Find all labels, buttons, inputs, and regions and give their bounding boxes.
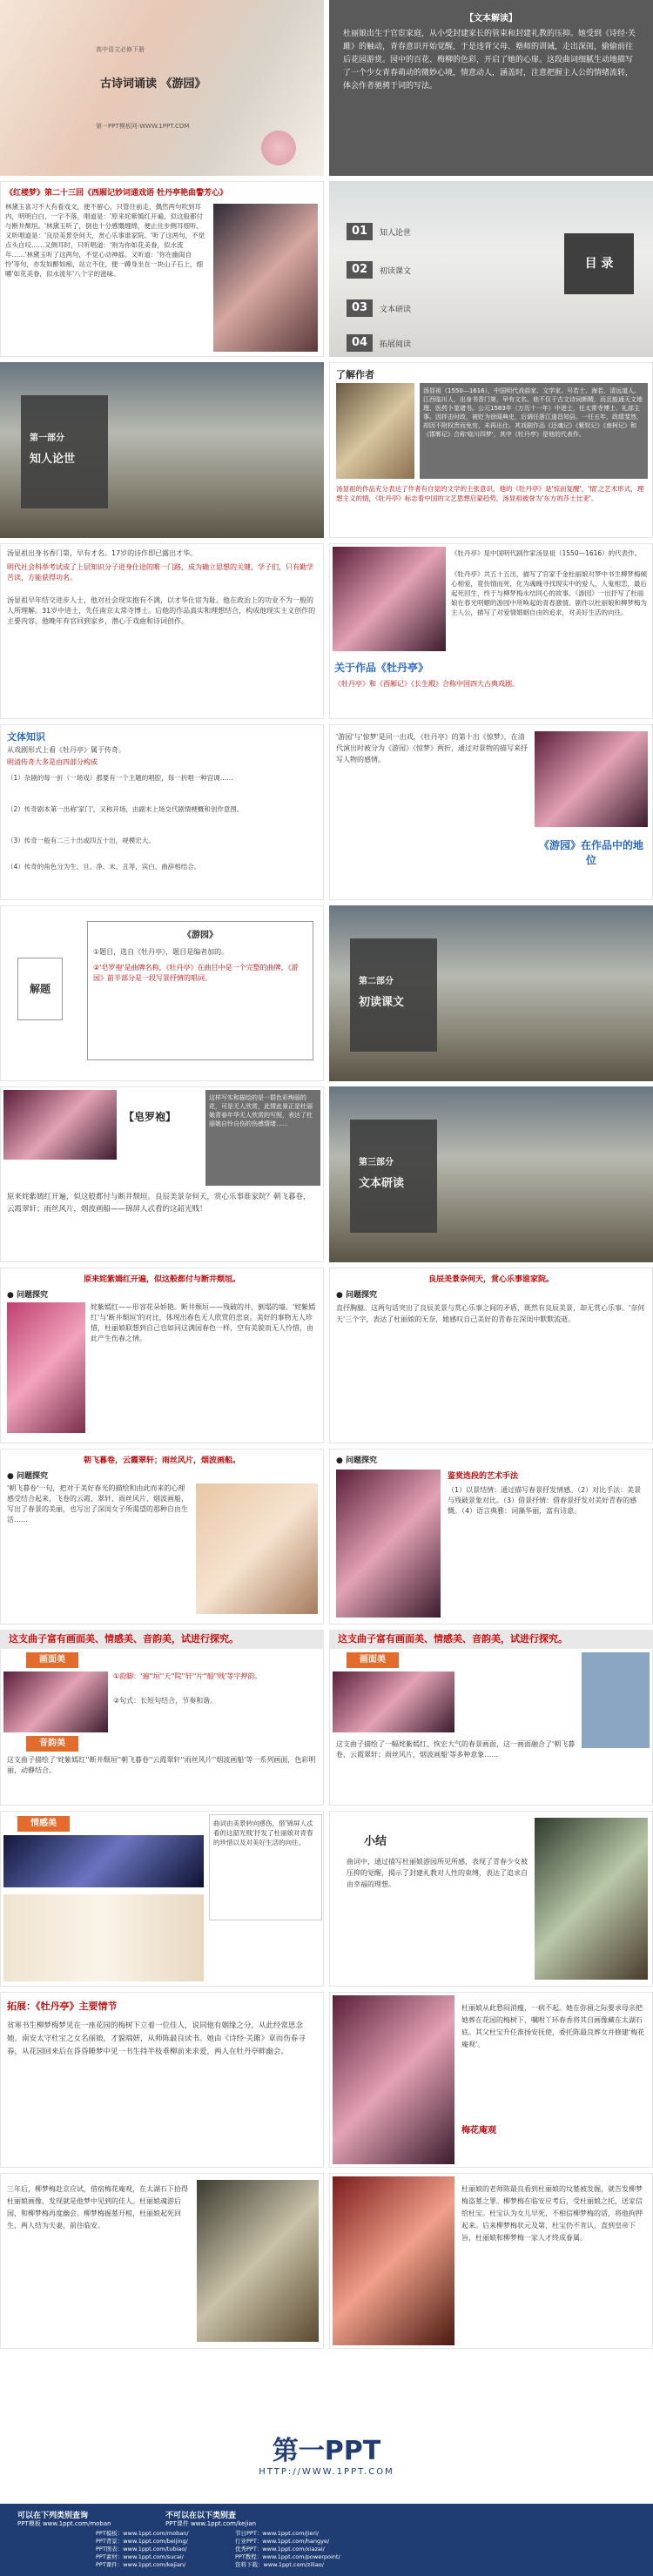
era-body1: 汤显祖出身书香门第，早有才名。17岁的诗作即已露出才华。 (7, 549, 198, 557)
wenti-heading: 文体知识 (7, 731, 45, 743)
plot2-stage-image (333, 1995, 454, 2164)
plot3-slide (0, 2173, 324, 2349)
jieti-label: 解题 (17, 958, 63, 1020)
footer-link[interactable]: PPT教程：www.1ppt.com/powerpoint/ (235, 2553, 340, 2560)
footer-link[interactable]: 行业PPT：www.1ppt.com/hangye/ (235, 2538, 330, 2545)
plot3-image (197, 2180, 319, 2342)
toc-label-1: 知人论世 (380, 228, 412, 238)
pavilion-stage-image (333, 547, 446, 651)
era-body2: 明代社会科举考试成了上层知识分子进身仕途的唯一门路，成为确立思想的关键，学子们，只有勤学苦读，方能获得功名。 (7, 563, 313, 582)
part3-box (350, 1120, 437, 1233)
footer-links-bar (0, 2504, 653, 2576)
huamian2-banner: 这支曲子富有画面美、情感美、音韵美，试进行探究。 (329, 1630, 653, 1649)
cover-title: 古诗词诵读 《游园》 (100, 77, 206, 91)
yinyun-item2: ②句式：长短句结合，节奏和谐。 (113, 1697, 218, 1705)
footer-link[interactable]: PPT素材：www.1ppt.com/sucai/ (96, 2553, 184, 2560)
huamian2-tag: 画面美 (347, 1652, 399, 1668)
wenti2-slide (329, 724, 653, 900)
q3-slide (0, 1449, 324, 1624)
reading-heading: 【文本解读】 (465, 14, 517, 24)
footer-link[interactable]: PPT背景：www.1ppt.com/beijing/ (96, 2538, 188, 2545)
qinggan-scroll (3, 1894, 204, 1981)
part2-slide (329, 905, 653, 1081)
extend-body: 贫寒书生柳梦梅梦见在一座花园的梅树下立着一位佳人，说同他有姻缘之分，从此经常思念她。南安太守杜宝之女名丽娘，才貌端妍，从师陈最良读书。她由《诗经·关雎》章而伤春寻春，从花园回来后在昏昏睡梦中见一书生持半枝垂柳前来求爱，两人在牡丹亭畔幽会。 (7, 2021, 306, 2056)
cover-subtitle: 高中语文必修下册 (96, 46, 145, 53)
q2-head: 良辰美景奈何天，赏心乐事谁家院。 (427, 1275, 554, 1284)
plot2-slide (329, 1992, 653, 2168)
wenti-slide (0, 724, 324, 900)
q4-title: ● 问题探究 (336, 1456, 377, 1465)
summary-image (535, 1818, 648, 1980)
toc-item-2[interactable] (347, 261, 460, 279)
footer-link[interactable]: 资料下载：www.1ppt.com/ziliao/ (235, 2561, 324, 2568)
plot3-body: 三年后，柳梦梅赴京应试，借宿梅花庵观，在太湖石下拾得杜丽娘画像，发现就是他梦中见到的佳人。杜丽娘魂游后园，和柳梦梅再度幽会。柳梦梅掘墓开棺，杜丽娘起死回生，两人结为夫妻，前往临安。 (7, 2185, 188, 2230)
q3-painting (196, 1483, 318, 1614)
part3-tag: 第三部分 (359, 1158, 394, 1167)
qinggan-text: 曲词由美景转向感伤，借'锦屏人忒看的这韶光贱'抒发了杜丽娘对青春的珍惜以及对美好生活的向往。 (213, 1819, 313, 1846)
qinggan-side-box (209, 1814, 322, 1920)
q4-head: 鉴赏选段的艺术手法 (448, 1472, 519, 1481)
wenti-p1: 从戏剧形式上看《牡丹亭》属于传奇。 (7, 746, 125, 754)
hongloumeng-slide (0, 181, 324, 357)
pavilion-about-desc: 《牡丹亭》和《西厢记》《长生殿》合称中国四大古典戏剧。 (334, 680, 519, 688)
toc-num-3: 03 (347, 299, 373, 317)
footer-col1-title: 可以在下列类别查询 (17, 2512, 89, 2520)
plot2-highlight: 梅花庵观 (461, 2126, 496, 2135)
part3-slide (329, 1086, 653, 1262)
footer-logo-url[interactable]: HTTP://WWW.1PPT.COM (259, 2467, 394, 2477)
extend-heading: 拓展：《牡丹亭》主要情节 (7, 2001, 118, 2012)
wenti-p3: （1）杂剧的每一折（一场戏）都要有一个主题的唱腔，每一折唱一种宫调…… (7, 774, 233, 782)
footer-link[interactable]: 节日PPT：www.1ppt.com/jieri/ (235, 2530, 320, 2537)
huamian-tag: 画面美 (26, 1652, 78, 1668)
zaoluopao-note-box (205, 1090, 320, 1186)
q1-body: 姹紫嫣红——形容花朵娇艳。断井颓垣——残破的井，倒塌的墙。'姹紫嫣红'与'断井颓垣'的对比，体现出春色无人欣赏的悲哀。美好的事物无人珍惜，杜丽娘联想到自己也如同这满园春色一样，空有美貌而无人怜惜，由此产生伤春之情。 (91, 1303, 316, 1342)
plot2-body: 杜丽娘从此愁闷消瘦，一病不起。她在弥留之际要求母亲把她葬在花园的梅树下，嘱咐丫环春香将其自画像藏在太湖石底。其父杜宝升任淮扬安抚使，委托陈最良葬女并修建'梅花庵观'。 (461, 2004, 645, 2048)
huamian2-text: 这支曲子描绘了一幅姹紫嫣红、恢宏大气的春景画面，这一画面融合了'朝飞暮卷，云霞翠轩；雨丝风片，烟波画船'等多种意象…… (336, 1740, 576, 1759)
huamian2-slide (329, 1630, 653, 1806)
author-body-box (420, 383, 648, 479)
huamian2-side-note (582, 1652, 650, 1748)
toc-num-1: 01 (347, 223, 373, 240)
yinyun-stage-image (3, 1671, 108, 1732)
footer-links1 (96, 2530, 189, 2569)
q1-head: 原来姹紫嫣红开遍，似这般都付与断井颓垣。 (83, 1275, 240, 1284)
wenti2-stage-image (535, 731, 648, 827)
zaoluopao-slide (0, 1086, 324, 1262)
plot4-body: 杜丽娘的老师陈最良看到杜丽娘的坟墓被发掘，就告发柳梦梅盗墓之罪。柳梦梅在临安应考后，受杜丽娘之托，送家信给杜宝。杜宝认为女儿早死，不相信柳梦梅的话，将他拘押起来。后来柳梦梅状元及第，杜宝仍不肯认，直到皇帝下旨，杜丽娘和柳梦梅一家人才终成眷属。 (461, 2185, 643, 2242)
part3-title: 文本研读 (359, 1177, 405, 1190)
q1-slide (0, 1268, 324, 1443)
author-body: 汤显祖（1550—1616），中国明代戏曲家、文学家。号若士、海若、清远道人。江西临川人，出身书香门第，早有文名。他不仅于古文诗词颇精，而且能通天文地理、医药卜筮诸书。公元1583年（万历十一年）中进士，任太常寺博士、礼部主事。因抨击时政，被贬为徐闻典史，后调任浙江遂昌知县。一任五年，政绩斐然，却因不附权贵而免官，未再出仕。其戏剧作品《还魂记》《紫钗记》《南柯记》和《邯郸记》合称'临川四梦'，其中《牡丹亭》是他的代表作。 (423, 387, 643, 438)
q3-head: 朝飞暮卷，云霞翠轩；雨丝风片，烟波画船。 (83, 1456, 240, 1465)
part1-box (21, 395, 108, 508)
summary-body: 曲词中，通过描写杜丽娘游园所见所感，表现了青春少女被压抑的觉醒，揭示了封建礼教对人性的束缚，表达了追求自由幸福的理想。 (347, 1858, 528, 1888)
footer-link[interactable]: PPT课件：www.1ppt.com/kejian/ (96, 2561, 186, 2568)
part2-box (350, 938, 437, 1052)
toc-label-2: 初读课文 (380, 266, 412, 276)
wenti-p2: 明清传奇大多是由四部分构成 (7, 758, 98, 766)
toc-item-1[interactable] (347, 223, 460, 240)
summary-slide (329, 1811, 653, 1987)
cover-slide (0, 0, 324, 176)
footer-col1-sub: PPT模板 www.1ppt.com/moban (17, 2520, 111, 2527)
reading-slide (329, 0, 653, 176)
part2-tag: 第二部分 (359, 977, 394, 986)
jieti-box (87, 921, 313, 1060)
toc-label-3: 文本研读 (380, 305, 412, 314)
yinyun-banner: 这支曲子富有画面美、情感美、音韵美，试进行探究。 (0, 1630, 324, 1649)
qinggan-stage-image (3, 1835, 204, 1887)
plot4-slide (329, 2173, 653, 2349)
author-portrait (336, 383, 414, 479)
part2-title: 初读课文 (359, 996, 405, 1009)
extend-slide (0, 1992, 324, 2168)
yinyun-tag: 音韵美 (26, 1736, 78, 1752)
q4-body: （1）以景结情：通过描写春景抒发情感。（2）对比手法：美景与残破景象对比。（3）借景抒情：借春景抒发对美好青春的感慨。（4）语言典雅：词藻华丽，富有诗意。 (448, 1486, 642, 1515)
author-heading: 了解作者 (336, 369, 374, 380)
hongloumeng-image (213, 204, 318, 352)
pavilion-intro: 《牡丹亭》是中国明代剧作家汤显祖（1550—1616）的代表作。 (451, 549, 642, 557)
zaoluopao-title: 【皂罗袍】 (124, 1111, 177, 1123)
q2-slide (329, 1268, 653, 1443)
pavilion-about: 关于作品《牡丹亭》 (334, 662, 429, 674)
footer-link[interactable]: PPT图表：www.1ppt.com/tubiao/ (96, 2546, 187, 2552)
part1-slide (0, 362, 324, 538)
jieti-box-title: 《游园》 (183, 931, 218, 940)
jieti-slide (0, 905, 324, 1081)
q1-title: ● 问题探究 (7, 1291, 48, 1300)
q2-title: ● 问题探究 (336, 1291, 377, 1300)
q2-body: 直抒胸臆。这两句话突出了良辰美景与赏心乐事之间的矛盾，既然有良辰美景，却无赏心乐事。'奈何天'三个字，表达了杜丽娘的无奈，她感叹自己美好的青春在深闺中默默流逝。 (336, 1304, 645, 1323)
q4-stage-image (336, 1470, 441, 1618)
footer-logo[interactable]: 第一PPT (272, 2436, 381, 2466)
yinyun-slide (0, 1630, 324, 1806)
toc-title: 目 录 (564, 233, 634, 294)
reading-box (329, 0, 653, 176)
wenti2-tag: 《游园》在作品中的地位 (538, 839, 643, 866)
pavilion-body: 《牡丹亭》共五十五出，描写了官家千金杜丽娘对梦中书生柳梦梅倾心相爱，竟伤情而死，化为魂魄寻找现实中的爱人，人鬼相恋，最后起死回生，终于与柳梦梅永结同心的故事。《游园》一出抒写了杜丽娘在春光明媚的游园中所唤起的青春激情。剧作以杜丽娘和柳梦梅为主人公，描写了对爱情婚姻自由的追求，对美好生活的向往。 (451, 570, 647, 616)
plot4-stage-image (333, 2176, 454, 2345)
wenti-p4: （2）传奇剧本第一出称'家门'，又称开场，由副末上场交代剧情梗概和创作意图。 (7, 805, 244, 813)
footer-col2-title: 不可以在以下类别查 (165, 2512, 237, 2520)
huamian2-stage-image (333, 1671, 454, 1732)
zaoluopao-stage-image (3, 1090, 117, 1160)
toc-item-3[interactable] (347, 299, 460, 317)
q3-title: ● 问题探究 (7, 1472, 48, 1481)
toc-label-4: 拓展阅读 (380, 340, 412, 349)
wenti-p5: （3）传奇一般有二三十出或四五十出，规模宏大。 (7, 837, 155, 844)
author-slide (329, 362, 653, 538)
footer-link[interactable]: 优秀PPT：www.1ppt.com/xiazai/ (235, 2546, 325, 2552)
footer-col2-sub: PPT课件 www.1ppt.com/kejian (165, 2520, 257, 2527)
author-quote: 汤显祖的作品充分表达了作者有自觉的文学的主张意识，他的《牡丹亭》是'惊而复醒'，'情'之艺术形式，理想主义的情，《牡丹亭》标志着中国的文艺思想启蒙趋势，汤显祖被誉为'东方的莎士比亚'。 (336, 485, 644, 502)
yinyun-item1: ①韵脚：'遍''垣''天''院''轩''片''船''贱'等字押韵。 (113, 1672, 262, 1680)
hongloumeng-title: 《红楼梦》第二十三回《西厢记妙词通戏语 牡丹亭艳曲警芳心》 (5, 189, 228, 198)
hongloumeng-body: 林黛玉喜习不大有看戏文，便不留心，只管往前走，偶然两句吹到耳内，明明白白，一字不落，唱道是：'原来姹紫嫣红开遍，似这般都付与断井颓垣。'林黛玉听了，倒也十分感慨缠绵，便止住步侧耳细听，又听唱道是：'良辰美景奈何天，赏心乐事谁家院。'听了这两句，不觉点头自叹……又侧耳时，只听唱道：'则为你如花美眷，似水流年……'林黛玉听了这两句，不觉心动神摇。又听道：'你在幽闺自怜'等句，亦发如醉如痴，站立不住，便一蹲身坐在一块山子石上，细嚼'如花美眷，似水流年'八个字的滋味。 (5, 203, 205, 278)
footer-links2 (235, 2530, 340, 2569)
wenti-p6: （4）传奇的角色分为生、旦、净、末、丑等，宾白、曲辞相结合。 (7, 863, 201, 871)
toc-slide (329, 181, 653, 357)
part1-tag: 第一部分 (30, 434, 64, 443)
jieti-item2: ②'皂罗袍'是曲牌名称，《牡丹亭》在曲目中是一个完整的曲牌，《游园》前半部分是一段写景抒情的唱词。 (93, 964, 299, 982)
q4-slide (329, 1449, 653, 1624)
q1-flower-image (7, 1302, 85, 1433)
summary-title: 小结 (364, 1835, 387, 1848)
toc-num-2: 02 (347, 261, 373, 279)
era-body3: 汤显祖早年结交进步人士，他对社会现实抱有不满，以才华仕宦为耻。他在政治上的功业不为一般的人所理解。31岁中进士，先任南京太常寺博士。后他的作品真实和理想结合，构成他现实主义创作的主要内容。他晚年弃官回到家乡，潜心于戏曲和诗词创作。 (7, 596, 316, 625)
cover-url: 第一PPT模板网-WWW.1PPT.COM (96, 123, 190, 130)
footer-link[interactable]: PPT模板：www.1ppt.com/moban/ (96, 2530, 189, 2537)
zaoluopao-note: 这样写实和描绘的是一群色彩绚丽的花，可是无人欣赏，此情此景正是杜丽娘青春年华无人欣赏的写照，表达了杜丽娘自怜自伤的伤感情绪…… (209, 1094, 313, 1127)
qinggan-tag: 情感美 (17, 1816, 70, 1832)
toc-item-4[interactable] (347, 334, 460, 352)
zaoluopao-lyrics: 原来姹紫嫣红开遍，似这般都付与断井颓垣。良辰美景奈何天，赏心乐事谁家院？朝飞暮卷，云霞翠轩；雨丝风片，烟波画船——锦屏人忒看的这韶光贱！ (7, 1193, 311, 1214)
huamian-text: 这支曲子描绘了'姹紫嫣红''断井颓垣''朝飞暮卷''云霞翠轩''雨丝风片''烟波画船'等一系列画面，色彩明丽，动静结合。 (7, 1756, 316, 1774)
pavilion-slide (329, 543, 653, 719)
toc-num-4: 04 (347, 334, 373, 352)
q3-body: '朝飞暮卷'一句，把对于美好春光的描绘和由此而来的心理感受结合起来，飞卷的云霞、翠轩、雨丝风片、烟波画船，写出了春景的美丽，也写出了深闺女子所渴望的那种自由生活…… (7, 1484, 188, 1523)
era-slide (0, 543, 324, 719)
jieti-item1: ①题目，选自《牡丹亭》，题目是编者加的。 (93, 948, 229, 956)
wenti2-text: '游园'与'惊梦'是同一出戏，《牡丹亭》的第十出《惊梦》，在清代演出时被分为《游园》《惊梦》两折，通过对景物的描写来抒写人物的感情。 (336, 733, 528, 763)
part1-title: 知人论世 (30, 453, 76, 466)
reading-body: 杜丽娘出生于官宦家庭，从小受封建家长的管束和封建礼教的压抑。她受到《诗经·关雎》的触动，青春意识开始觉醒，于是违背父母、塾师的训诫，走出深闺，偷偷前往后花园游赏。园中的百花、梅柳的色彩，开启了她的心扉。这段曲词细腻生动地描写了一个少女青春萌动的微妙心境，情意动人，涵盖时，注意把握主人公的情绪流转，体会作者驰骋于词的写法。 (343, 30, 636, 91)
qinggan-slide (0, 1811, 324, 1987)
cover-flower-icon (261, 131, 296, 165)
